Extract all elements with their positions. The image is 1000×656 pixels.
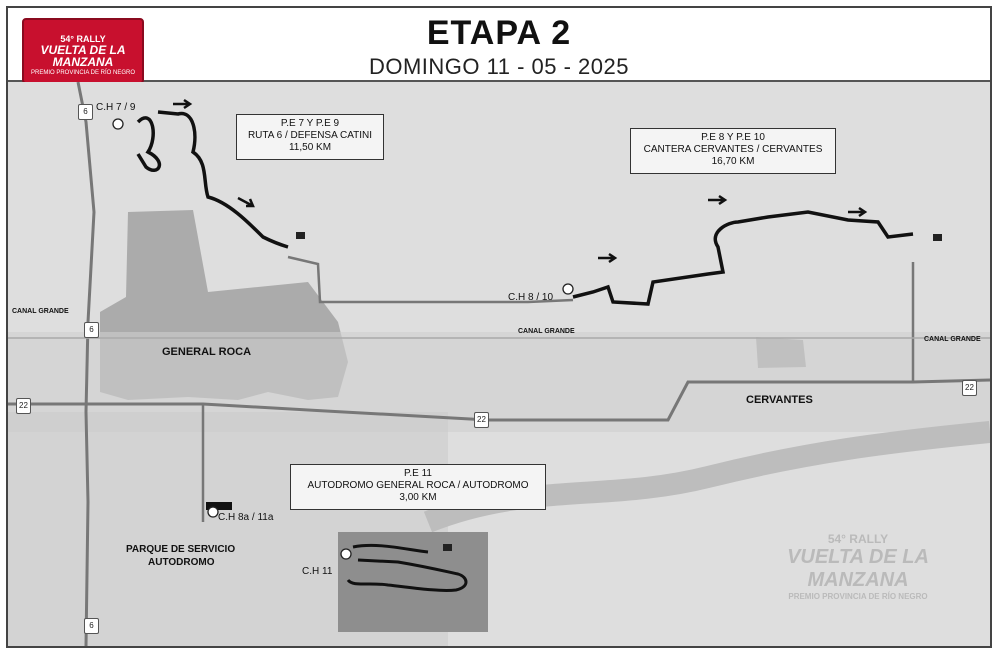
logo-line3: PREMIO PROVINCIA DE RÍO NEGRO — [30, 70, 135, 76]
route-6-shield: 6 — [78, 104, 93, 120]
route-6-shield: 6 — [84, 322, 99, 338]
stage-box-pe11-line2: AUTODROMO GENERAL ROCA / AUTODROMO — [307, 480, 529, 491]
stage-box-pe7-line1: P.E 7 Y P.E 9 — [280, 118, 340, 129]
logo-line1: 54° RALLY — [60, 34, 106, 44]
finish-flag-icon — [296, 232, 305, 239]
stage-box-pe7-line3: 11,50 KM — [288, 142, 332, 153]
finish-flag-icon — [933, 234, 942, 241]
header — [8, 8, 990, 82]
canal-label-mid: CANAL GRANDE — [518, 328, 575, 335]
logo-line2: VUELTA DE LA MANZANA — [40, 43, 126, 69]
stage-box-pe8-line1: P.E 8 Y P.E 10 — [701, 132, 765, 143]
finish-flag-icon — [443, 544, 452, 551]
stage-box-pe11-line3: 3,00 KM — [399, 492, 437, 503]
clock-icon — [113, 119, 123, 129]
route-6-shield: 6 — [84, 618, 99, 634]
stage-route-pe8 — [573, 212, 913, 304]
stage-box-pe8-line2: CANTERA CERVANTES / CERVANTES — [643, 144, 823, 155]
stage-box-pe8-line3: 16,70 KM — [711, 156, 755, 167]
watermark-line1: 54° RALLY — [827, 532, 889, 546]
parque-label-line2: AUTODROMO — [148, 557, 215, 568]
stage-box-pe8 — [630, 128, 836, 174]
route-22-shield: 22 — [474, 412, 489, 428]
control-label-ch11: C.H 11 — [302, 566, 333, 577]
stage-box-pe7-line2: RUTA 6 / DEFENSA CATINI — [247, 130, 373, 141]
arrow-icon — [173, 100, 190, 108]
stage-map[interactable] — [8, 82, 990, 646]
stage-box-pe11-line1: P.E 11 — [404, 468, 432, 479]
arrow-icon — [708, 196, 725, 204]
canal-label-left: CANAL GRANDE — [12, 308, 69, 315]
control-label-ch810: C.H 8 / 10 — [508, 292, 554, 303]
clock-icon — [208, 507, 218, 517]
clock-icon — [563, 284, 573, 294]
page-subtitle: DOMINGO 11 - 05 - 2025 — [368, 54, 629, 79]
city-label-general-roca: GENERAL ROCA — [162, 346, 252, 358]
control-label-ch79: C.H 7 / 9 — [96, 102, 136, 113]
arrow-icon — [848, 208, 865, 216]
city-label-cervantes: CERVANTES — [746, 394, 813, 406]
canal-label-right: CANAL GRANDE — [924, 336, 981, 343]
clock-icon — [341, 549, 351, 559]
parque-label-line1: PARQUE DE SERVICIO — [126, 544, 236, 555]
stage-box-pe11 — [290, 464, 546, 510]
watermark-line2: VUELTA DE LA MANZANA — [787, 546, 929, 591]
rally-watermark — [738, 532, 978, 632]
route-22-shield: 22 — [962, 380, 977, 396]
arrow-icon — [598, 254, 615, 262]
route-22-shield: 22 — [16, 398, 31, 414]
control-label-ch8a11a: C.H 8a / 11a — [218, 512, 274, 523]
watermark-line3: PREMIO PROVINCIA DE RÍO NEGRO — [788, 592, 928, 601]
arrow-icon — [238, 198, 253, 206]
stage-box-pe7 — [236, 114, 384, 160]
page-title: ETAPA 2 — [426, 14, 572, 52]
